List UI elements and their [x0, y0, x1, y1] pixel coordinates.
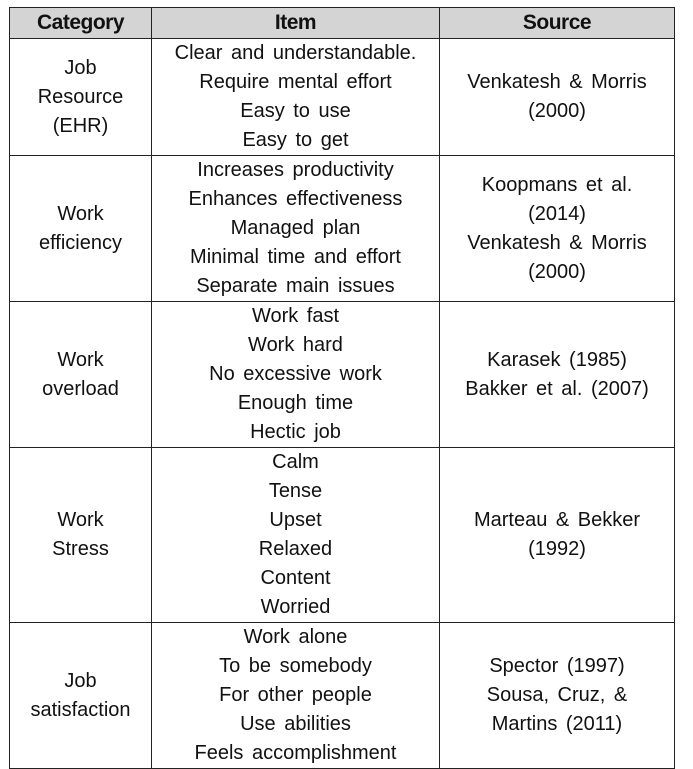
source-line: Bakker et al. (2007)	[465, 377, 649, 400]
measurement-table	[9, 7, 675, 769]
item-line: Worried	[260, 596, 331, 618]
item-cell	[152, 156, 440, 302]
source-cell	[440, 39, 675, 156]
item-line: To be somebody	[219, 655, 372, 677]
source-line: Venkatesh & Morris	[467, 71, 647, 93]
category-line: overload	[42, 377, 119, 400]
item-line: Relaxed	[258, 538, 333, 560]
item-line: Easy to use	[240, 100, 351, 122]
category-line: Stress	[52, 538, 109, 560]
category-cell	[10, 623, 152, 769]
source-line: Spector (1997)	[489, 655, 625, 677]
table-row	[10, 302, 675, 448]
source-line: (1992)	[528, 538, 586, 560]
category-line: satisfaction	[30, 698, 131, 721]
category-line: Job	[64, 56, 97, 79]
table-header	[10, 8, 675, 39]
source-cell	[440, 302, 675, 448]
source-line: Venkatesh & Morris	[467, 231, 647, 254]
table-row	[10, 156, 675, 302]
table-row	[10, 448, 675, 623]
category-line: Job	[64, 669, 97, 692]
source-line: Sousa, Cruz, &	[486, 684, 628, 706]
item-line: No excessive work	[209, 363, 382, 385]
source-cell	[440, 156, 675, 302]
item-line: Use abilities	[240, 713, 351, 735]
source-line: (2014)	[528, 202, 586, 225]
header-source: Source	[440, 8, 675, 39]
category-line: Work	[57, 509, 104, 531]
item-cell	[152, 448, 440, 623]
item-line: Work hard	[248, 334, 343, 356]
source-line: (2000)	[528, 260, 586, 283]
table-row	[10, 39, 675, 156]
item-line: Upset	[269, 509, 322, 531]
category-cell	[10, 156, 152, 302]
item-line: Separate main issues	[196, 275, 395, 297]
source-cell	[440, 448, 675, 623]
category-line: efficiency	[38, 231, 122, 254]
header-item: Item	[152, 8, 440, 39]
item-line: Work alone	[243, 626, 348, 648]
header-row	[10, 8, 675, 39]
item-line: Increases productivity	[197, 159, 394, 181]
table-body	[10, 39, 675, 769]
item-cell	[152, 39, 440, 156]
header-category: Category	[10, 8, 152, 39]
source-line: Martins (2011)	[491, 713, 623, 735]
category-line: Work	[57, 348, 104, 371]
source-line: Karasek (1985)	[487, 348, 627, 371]
table-row	[10, 623, 675, 769]
item-line: For other people	[219, 684, 372, 706]
item-line: Work fast	[251, 305, 340, 327]
category-cell	[10, 39, 152, 156]
category-cell	[10, 302, 152, 448]
item-line: Easy to get	[242, 129, 349, 151]
category-line: (EHR)	[52, 114, 109, 137]
item-line: Feels accomplishment	[194, 742, 397, 764]
category-line: Work	[57, 202, 104, 225]
category-line: Resource	[37, 85, 124, 108]
item-line: Minimal time and effort	[190, 246, 401, 268]
category-cell	[10, 448, 152, 623]
item-line: Tense	[268, 480, 323, 502]
item-line: Managed plan	[230, 217, 361, 239]
item-line: Enough time	[237, 392, 354, 414]
item-cell	[152, 623, 440, 769]
source-line: (2000)	[528, 100, 586, 122]
item-line: Require mental effort	[199, 71, 392, 93]
source-line: Koopmans et al.	[481, 173, 633, 196]
source-cell	[440, 623, 675, 769]
item-line: Content	[260, 567, 331, 589]
item-line: Calm	[272, 451, 319, 473]
source-line: Marteau & Bekker	[473, 509, 641, 531]
item-line: Clear and understandable.	[174, 42, 417, 64]
item-line: Hectic job	[250, 421, 341, 443]
item-cell	[152, 302, 440, 448]
item-line: Enhances effectiveness	[188, 188, 403, 210]
